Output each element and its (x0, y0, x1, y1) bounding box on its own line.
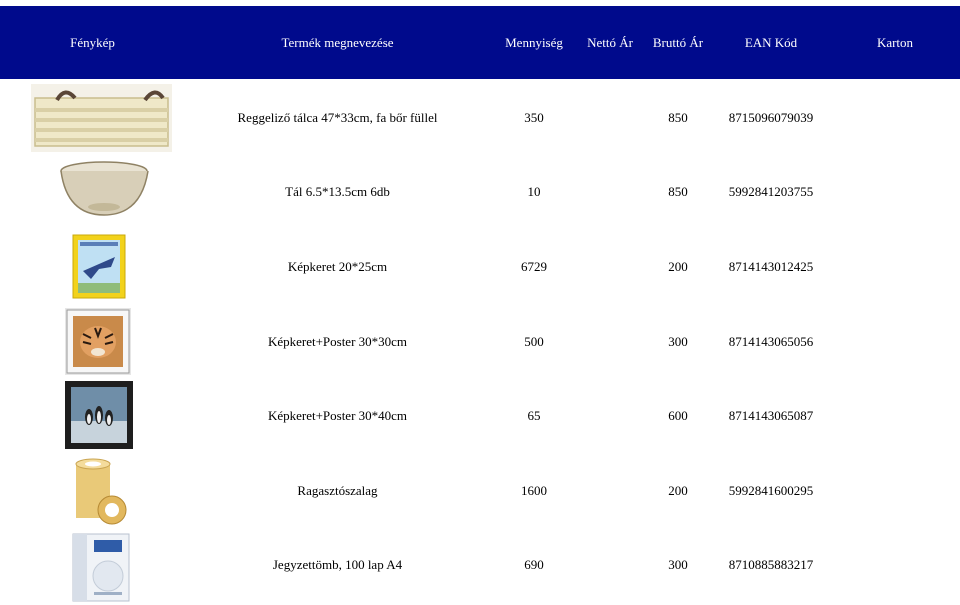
wooden-tray-photo (31, 84, 172, 152)
header-quantity: Mennyiség (505, 35, 563, 50)
karton (866, 528, 924, 602)
penguin-poster-frame-photo (65, 381, 133, 449)
gross-price: 300 (668, 334, 688, 349)
gross-price: 850 (668, 110, 688, 125)
table-row (0, 230, 960, 304)
glass-bowl-photo (57, 157, 152, 221)
product-name: Jegyzettömb, 100 lap A4 (272, 557, 403, 572)
product-name: Képkeret 20*25cm (287, 259, 388, 274)
quantity: 1600 (521, 483, 547, 498)
karton (866, 454, 924, 528)
karton (866, 230, 924, 304)
header-product-name: Termék megnevezése (281, 35, 394, 50)
table-row (0, 81, 960, 155)
notepad-photo (70, 532, 132, 603)
table-row (0, 528, 960, 602)
ean-code: 8714143012425 (728, 259, 814, 274)
yellow-picture-frame-photo (71, 233, 127, 300)
ean-code: 8714143065056 (728, 334, 814, 349)
gross-price: 850 (668, 184, 688, 199)
table-row (0, 454, 960, 528)
header-ean-code: EAN Kód (744, 35, 798, 50)
net-price (590, 528, 640, 602)
product-name: Ragasztószalag (297, 483, 378, 498)
gross-price: 300 (668, 557, 688, 572)
ean-code: 8710885883217 (728, 557, 814, 572)
quantity: 350 (524, 110, 544, 125)
quantity: 690 (524, 557, 544, 572)
karton (866, 81, 924, 155)
gross-price: 200 (668, 483, 688, 498)
quantity: 6729 (521, 259, 547, 274)
net-price (590, 454, 640, 528)
header-karton: Karton (876, 35, 914, 50)
gross-price: 200 (668, 259, 688, 274)
ean-code: 5992841600295 (728, 483, 814, 498)
tiger-poster-frame-photo (65, 308, 131, 375)
table-row (0, 155, 960, 229)
karton (866, 379, 924, 453)
table-header (0, 6, 960, 79)
header-gross-price: Bruttó Ár (652, 35, 704, 50)
table-row (0, 379, 960, 453)
net-price (590, 155, 640, 229)
net-price (590, 81, 640, 155)
ean-code: 8715096079039 (728, 110, 814, 125)
ean-code: 5992841203755 (728, 184, 814, 199)
product-name: Reggeliző tálca 47*33cm, fa bőr füllel (237, 110, 438, 125)
adhesive-tape-photo (70, 458, 128, 526)
ean-code: 8714143065087 (728, 408, 814, 423)
product-name: Képkeret+Poster 30*40cm (267, 408, 408, 423)
karton (866, 155, 924, 229)
net-price (590, 379, 640, 453)
header-net-price: Nettó Ár (587, 35, 633, 50)
quantity: 10 (527, 184, 541, 199)
karton (866, 305, 924, 379)
gross-price: 600 (668, 408, 688, 423)
net-price (590, 305, 640, 379)
quantity: 65 (527, 408, 541, 423)
net-price (590, 230, 640, 304)
header-photo: Fénykép (70, 35, 115, 50)
table-row (0, 305, 960, 379)
product-name: Tál 6.5*13.5cm 6db (285, 184, 390, 199)
product-name: Képkeret+Poster 30*30cm (267, 334, 408, 349)
quantity: 500 (524, 334, 544, 349)
